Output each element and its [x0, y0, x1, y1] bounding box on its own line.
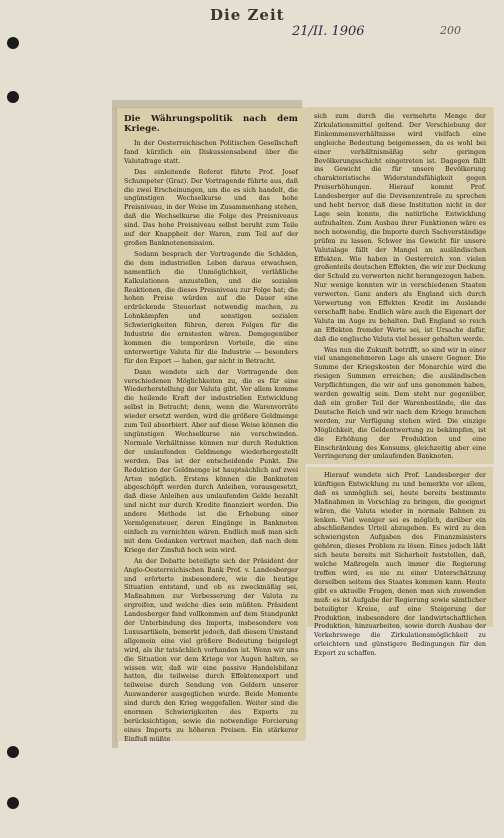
article-paragraph: Was nun die Zukunft betrifft, so sind wir in einer viel unangenehmeren Lage als unsere Gegner. Die Summe der Kriegskosten der Monarchie wird die riesigen Summen erreichen; die ausländischen Verpflichtungen, die wir auf uns genommen haben, werden gewaltig sein. Dem steht nur gegenüber, daß ein großer Teil der Warenbestände, die das Deutsche Reich und wir nach dem Kriege brauchen werden, zur Verfügung stehen wird. Die einzige Möglichkeit, die Geldentwertung zu bekämpfen, ist die Erhöhung der Produktion und eine Einschränkung des Konsums, gleichzeitig aber eine Verringerung der umlaufenden Banknoten. [314, 345, 486, 461]
punch-hole-upper [7, 91, 19, 103]
article-clipping-continuation [307, 467, 493, 658]
article-clipping-left [117, 108, 305, 743]
newspaper-name: Die Zeit [210, 6, 285, 24]
punch-hole-top [7, 37, 19, 49]
article-paragraph: In der Oesterreichischen Politischen Gesellschaft fand kürzlich ein Diskussionsabend über die Valutafrage statt. [124, 139, 298, 165]
clipping-gap [307, 464, 493, 467]
article-paragraph: Hierauf wendete sich Prof. Landesberger der künftigen Entwicklung zu und bemerkte vor allem, daß es unmöglich sei, heute bereits bestimmte Maßnahmen in Vorschlag zu bringen, die geeignet wären, die Valuta wieder in normale Bahnen zu lenken. Viel weniger sei es möglich, darüber ein abschließendes Urteil abzugeben. Es wird zu den schwierigsten Aufgaben des Finanzministers gehören, dieses Problem zu lösen. Eines jedoch läßt sich heute bereits mit Sicherheit feststellen, daß, welche Maßregeln auch immer die Regierung treffen wird, es nie zu einer Unterschätzung derselben seitens des Staates kommen kann. Heute gibt es aktuelle Fragen, denen man sich zuwenden muß: es ist Aufgabe der Regierung sowie sämtlicher beteiligter Kreise, auf eine Steigerung der Produktion, insbesondere der landwirtschaftlichen Produktion, hinzuarbeiten, sowie durch Ausbau der Verkehrswege die Zirkulationsmöglichkeit zu erleichtern und günstigere Bedingungen für den Export zu schaffen. [314, 471, 486, 658]
article-column-right [307, 108, 493, 464]
page-number: 200 [440, 24, 461, 37]
article-paragraph: Das einleitende Referat führte Prof. Josef Schumpeter (Graz). Der Vortragende führte aus, daß die zwei Erscheinungen, um die es sich handelt, die ungünstigen Wechselkurse und das hohe Preisniveau, in der Weise im Zusammenhang stehen, daß die Wechselkurse die Folge des Preisniveaus sind. Das hohe Preisniveau selbst beruht zum Teile auf der Knappheit der Waren, zum Teil auf der großen Banknotenemission. [124, 167, 298, 247]
article-paragraph: An der Debatte beteiligte sich der Präsident der Anglo-Oesterreichischen Bank Prof. v. Landesberger und erörterte insbesondere, wie die heutige Situation entstand, und ob es zweckmäßig sei, Maßnahmen zur Verbesserung der Valuta zu ergreifen, und welche dies sein müßten. Präsident Landesberger fand vollkommen auf dem Standpunkt der Unterbindung des Imports, insbesondere von Luxusartikeln, bemerkt jedoch, daß diesem Umstand allgemein eine viel größere Bedeutung beigelegt wird, als ihr tatsächlich vorhanden ist. Wenn wir uns die Situation vor dem Kriege vor Augen halten, so wissen wir, daß wir eine passive Handelsbilanz hatten, die teilweise durch Effektenexport und teilweise durch Sendung von Geldern unserer Auswanderer ausgeglichen wurde. Beide Momente sind durch den Krieg weggefallen. Weiter sind die enormen Schwierigkeiten des Exports zu berücksichtigen, sowie die notwendige Forcierung eines Imports zu höheren Preisen. Ein stärkerer Einfluß müßte [124, 556, 298, 743]
article-column-left [117, 108, 305, 743]
article-clipping-right [307, 108, 493, 464]
punch-hole-lower [7, 746, 19, 758]
handwritten-date: 21/II. 1906 [292, 24, 365, 39]
article-paragraph: Sodann besprach der Vortragende die Schäden, die dem industriellen Leben daraus erwachsen, namentlich die Unmöglichkeit, verläßliche Kalkulationen anzustellen, und die sozialen Reaktionen, die dieses Preisniveau zur Folge hat; die hohen Preise würden auf die Dauer eine erdrückende Steuerlast notwendig machen, zu Lohnkämpfen und sonstigen sozialen Schwierigkeiten führen, deren Folgen für die Industrie die ernstesten wären. Demgegenüber kommen die temporären Vorteile, die eine unterwertige Valuta für die Industrie — besonders für den Export — haben, gar nicht in Betracht. [124, 249, 298, 365]
punch-hole-bottom [7, 797, 19, 809]
article-column-continuation [307, 467, 493, 658]
article-paragraph: sich zum durch die vermehrte Menge der Zirkulationsmittel geltend. Der Verschiebung der Einkommensverhältnisse wird vielfach eine ungleiche Bedeutung beigemessen, da es wohl bei einer verhältnismäßig sehr geringen Bevölkerungsschicht eingetreten ist. Dagegen fällt ins Gewicht die für unsere Bevölkerung charakteristische Widerstandsfähigkeit gegen Preiserhöhungen. Hierauf kommt Prof. Landesberger auf die Devisenzentrale zu sprechen und hebt hervor, daß diese Institution nicht in der Lage sein konnte, die natürliche Entwicklung aufzuhalten. Zum Ausbau ihrer Funktionen wäre es noch notwendig, die Importe durch Sachverständige prüfen zu lassen. Schwer ins Gewicht für unsere Valutalage fällt der Mangel an ausländischen Effekten. Wie haben in Oesterreich von vielen großenteils deutschen Effekten, die wir zur Deckung der Schuld zu verwerten nicht herangezogen haben. Nur wenige konnten wir in verschiedenen Staaten verwerten. Ganz anders als England sich durch Verwertung von Effekten Kredit im Auslande verschafft habe. Endlich wäre auch die Eigenart der Valuta im Auge zu behalten. Daß England so reich an Effekten fremder Werte sei, ist Ursache dafür, daß die englische Valuta viel besser gehalten werde. [314, 112, 486, 343]
article-paragraph: Dann wendete sich der Vortragende den verschiedenen Möglichkeiten zu, die es für eine Wiederherstellung der Valuta gibt. Vor allem komme die heilende Kraft der industriellen Entwicklung selbst in Betracht; denn, wenn die Warenvorräte wieder ersetzt werden, wird die größere Geldmenge zum Teil absorbiert. Aber auf diese Weise können die ungünstigen Wechselkurse nie verschwinden. Normale Verhältnisse können nur durch Reduktion der umlaufenden Geldmenge wiederhergestellt werden. Das ist der entscheidende Punkt. Die Reduktion der Geldmenge ist hauptsächlich auf zwei Arten möglich. Erstens können die Banknoten abgeschöpft werden durch Anleihen, vorausgesetzt, daß diese Anleihen aus umlaufenden Gelde bezahlt und nicht nur durch Kredite finanziert werden. Die andere Methode ist die Erhebung einer Vermögensteuer, deren Eingänge in Banknoten einfach zu vernichten wären. Endlich muß man sich mit dem Gedanken vertraut machen, daß nach dem Kriege der Zinsfuß hoch sein wird. [124, 367, 298, 554]
article-title: Die Währungspolitik nach dem Kriege. [124, 114, 298, 134]
